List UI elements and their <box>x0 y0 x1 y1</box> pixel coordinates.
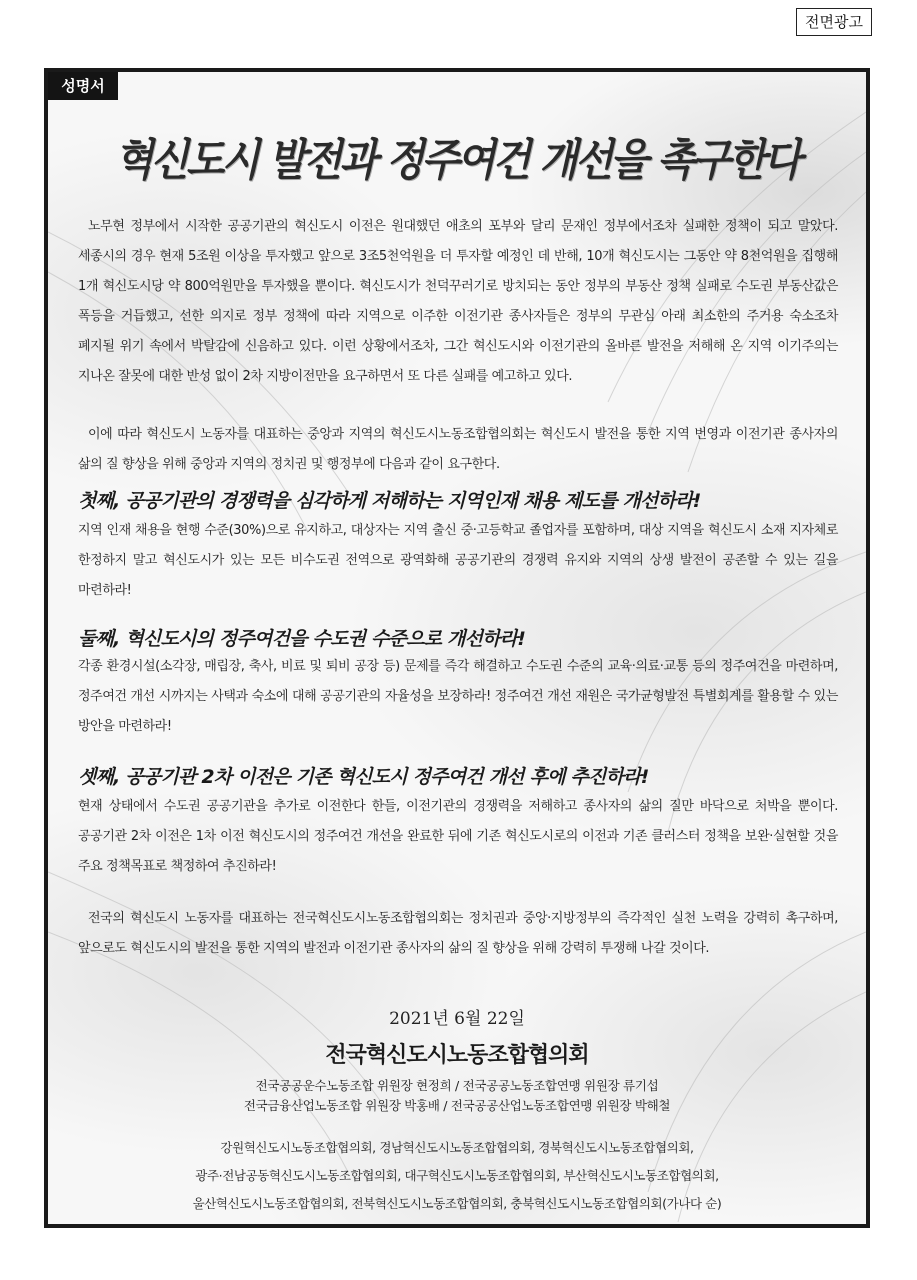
leaders-line: 전국금융산업노동조합 위원장 박홍배 / 전국공공산업노동조합연맹 위원장 박해철 <box>243 1098 671 1113</box>
demand-body-3: 현재 상태에서 수도권 공공기관을 추가로 이전한다 한들, 이전기관의 경쟁력을 저해하고 종사자의 삶의 질만 바닥으로 처박을 뿐이다. 공공기관 2차 이전은 1차 이전 혁신도시의 정주여건 개선을 완료한 뒤에 기존 혁신도시로의 이전과 기존 클러스터 정책을 보완·실현할 것을 주요 정책목표로 책정하여 추진하라! <box>78 799 838 874</box>
leaders-line: 전국공공운수노동조합 위원장 현정희 / 전국공공노동조합연맹 위원장 류기섭 <box>255 1078 659 1093</box>
members-line: 강원혁신도시노동조합협의회, 경남혁신도시노동조합협의회, 경북혁신도시노동조합협의회, <box>220 1140 694 1155</box>
member-councils-list <box>48 1134 866 1218</box>
headline: 혁신도시 발전과 정주여건 개선을 촉구한다 <box>114 135 800 186</box>
demand-heading-3: 셋째, 공공기관 2차 이전은 기존 혁신도시 정주여건 개선 후에 추진하라! <box>78 766 649 788</box>
paragraph-closing: 전국의 혁신도시 노동자를 대표하는 전국혁신도시노동조합협의회는 정치권과 중앙·지방정부의 즉각적인 실천 노력을 강력히 촉구하며, 앞으로도 혁신도시의 발전을 통한 지역의 발전과 이전기관 종사자의 삶의 질 향상을 위해 강력히 투쟁해 나갈 것이다. <box>78 911 838 956</box>
statement-tag: 성명서 <box>48 72 118 100</box>
demand-heading-2: 둘째, 혁신도시의 정주여건을 수도권 수준으로 개선하라! <box>78 628 526 650</box>
members-line: 울산혁신도시노동조합협의회, 전북혁신도시노동조합협의회, 충북혁신도시노동조합협의회(가나다 순) <box>192 1196 722 1211</box>
demand-heading-1: 첫째, 공공기관의 경쟁력을 심각하게 저해하는 지역인재 채용 제도를 개선하라! <box>78 490 701 512</box>
paragraph-intro: 노무현 정부에서 시작한 공공기관의 혁신도시 이전은 원대했던 애초의 포부와 달리 문재인 정부에서조차 실패한 정책이 되고 말았다. 세종시의 경우 현재 5조원 이상을 투자했고 앞으로 3조5천억원을 더 투자할 예정인 데 반해, 10개 혁신도시는 그동안 약 8천억원을 집행해 1개 혁신도시당 약 800억원만을 투자했을 뿐이다. 혁신도시가 천덕꾸러기로 방치되는 동안 정부의 부동산 정책 실패로 수도권 부동산값은 폭등을 거듭했고, 선한 의지로 정부 정책에 따라 지역으로 이주한 이전기관 종사자들은 정부의 무관심 아래 최소한의 주거용 숙소조차 폐지될 위기 속에서 박탈감에 신음하고 있다. 이런 상황에서조차, 그간 혁신도시와 이전기관의 올바른 발전을 저해해 온 지역 이기주의는 지나온 잘못에 대한 반성 없이 2차 지방이전만을 요구하면서 또 다른 실패를 예고하고 있다. <box>78 219 838 384</box>
statement-frame <box>44 68 870 1228</box>
members-line: 광주·전남공동혁신도시노동조합협의회, 대구혁신도시노동조합협의회, 부산혁신도시노동조합협의회, <box>195 1168 719 1183</box>
leaders-list <box>48 1076 866 1116</box>
demand-body-1: 지역 인재 채용을 현행 수준(30%)으로 유지하고, 대상자는 지역 출신 중·고등학교 졸업자를 포함하며, 대상 지역을 혁신도시 소재 지자체로 한정하지 말고 혁신도시가 있는 모든 비수도권 전역으로 광역화해 공공기관의 경쟁력 유지와 지역의 상생 발전이 공존할 수 있는 길을 마련하라! <box>78 523 838 598</box>
organization-name: 전국혁신도시노동조합협의회 <box>325 1043 589 1068</box>
paragraph-demands-intro: 이에 따라 혁신도시 노동자를 대표하는 중앙과 지역의 혁신도시노동조합협의회는 혁신도시 발전을 통한 지역 번영과 이전기관 종사자의 삶의 질 향상을 위해 중앙과 지역의 정치권 및 행정부에 다음과 같이 요구한다. <box>78 427 838 472</box>
statement-date: 2021년 6월 22일 <box>389 1009 525 1029</box>
demand-body-2: 각종 환경시설(소각장, 매립장, 축사, 비료 및 퇴비 공장 등) 문제를 즉각 해결하고 수도권 수준의 교육·의료·교통 등의 정주여건을 마련하며, 정주여건 개선 시까지는 사택과 숙소에 대해 공공기관의 자율성을 보장하라! 정주여건 개선 재원은 국가균형발전 특별회계를 활용할 수 있는 방안을 마련하라! <box>78 659 838 734</box>
ad-label: 전면광고 <box>796 8 872 36</box>
